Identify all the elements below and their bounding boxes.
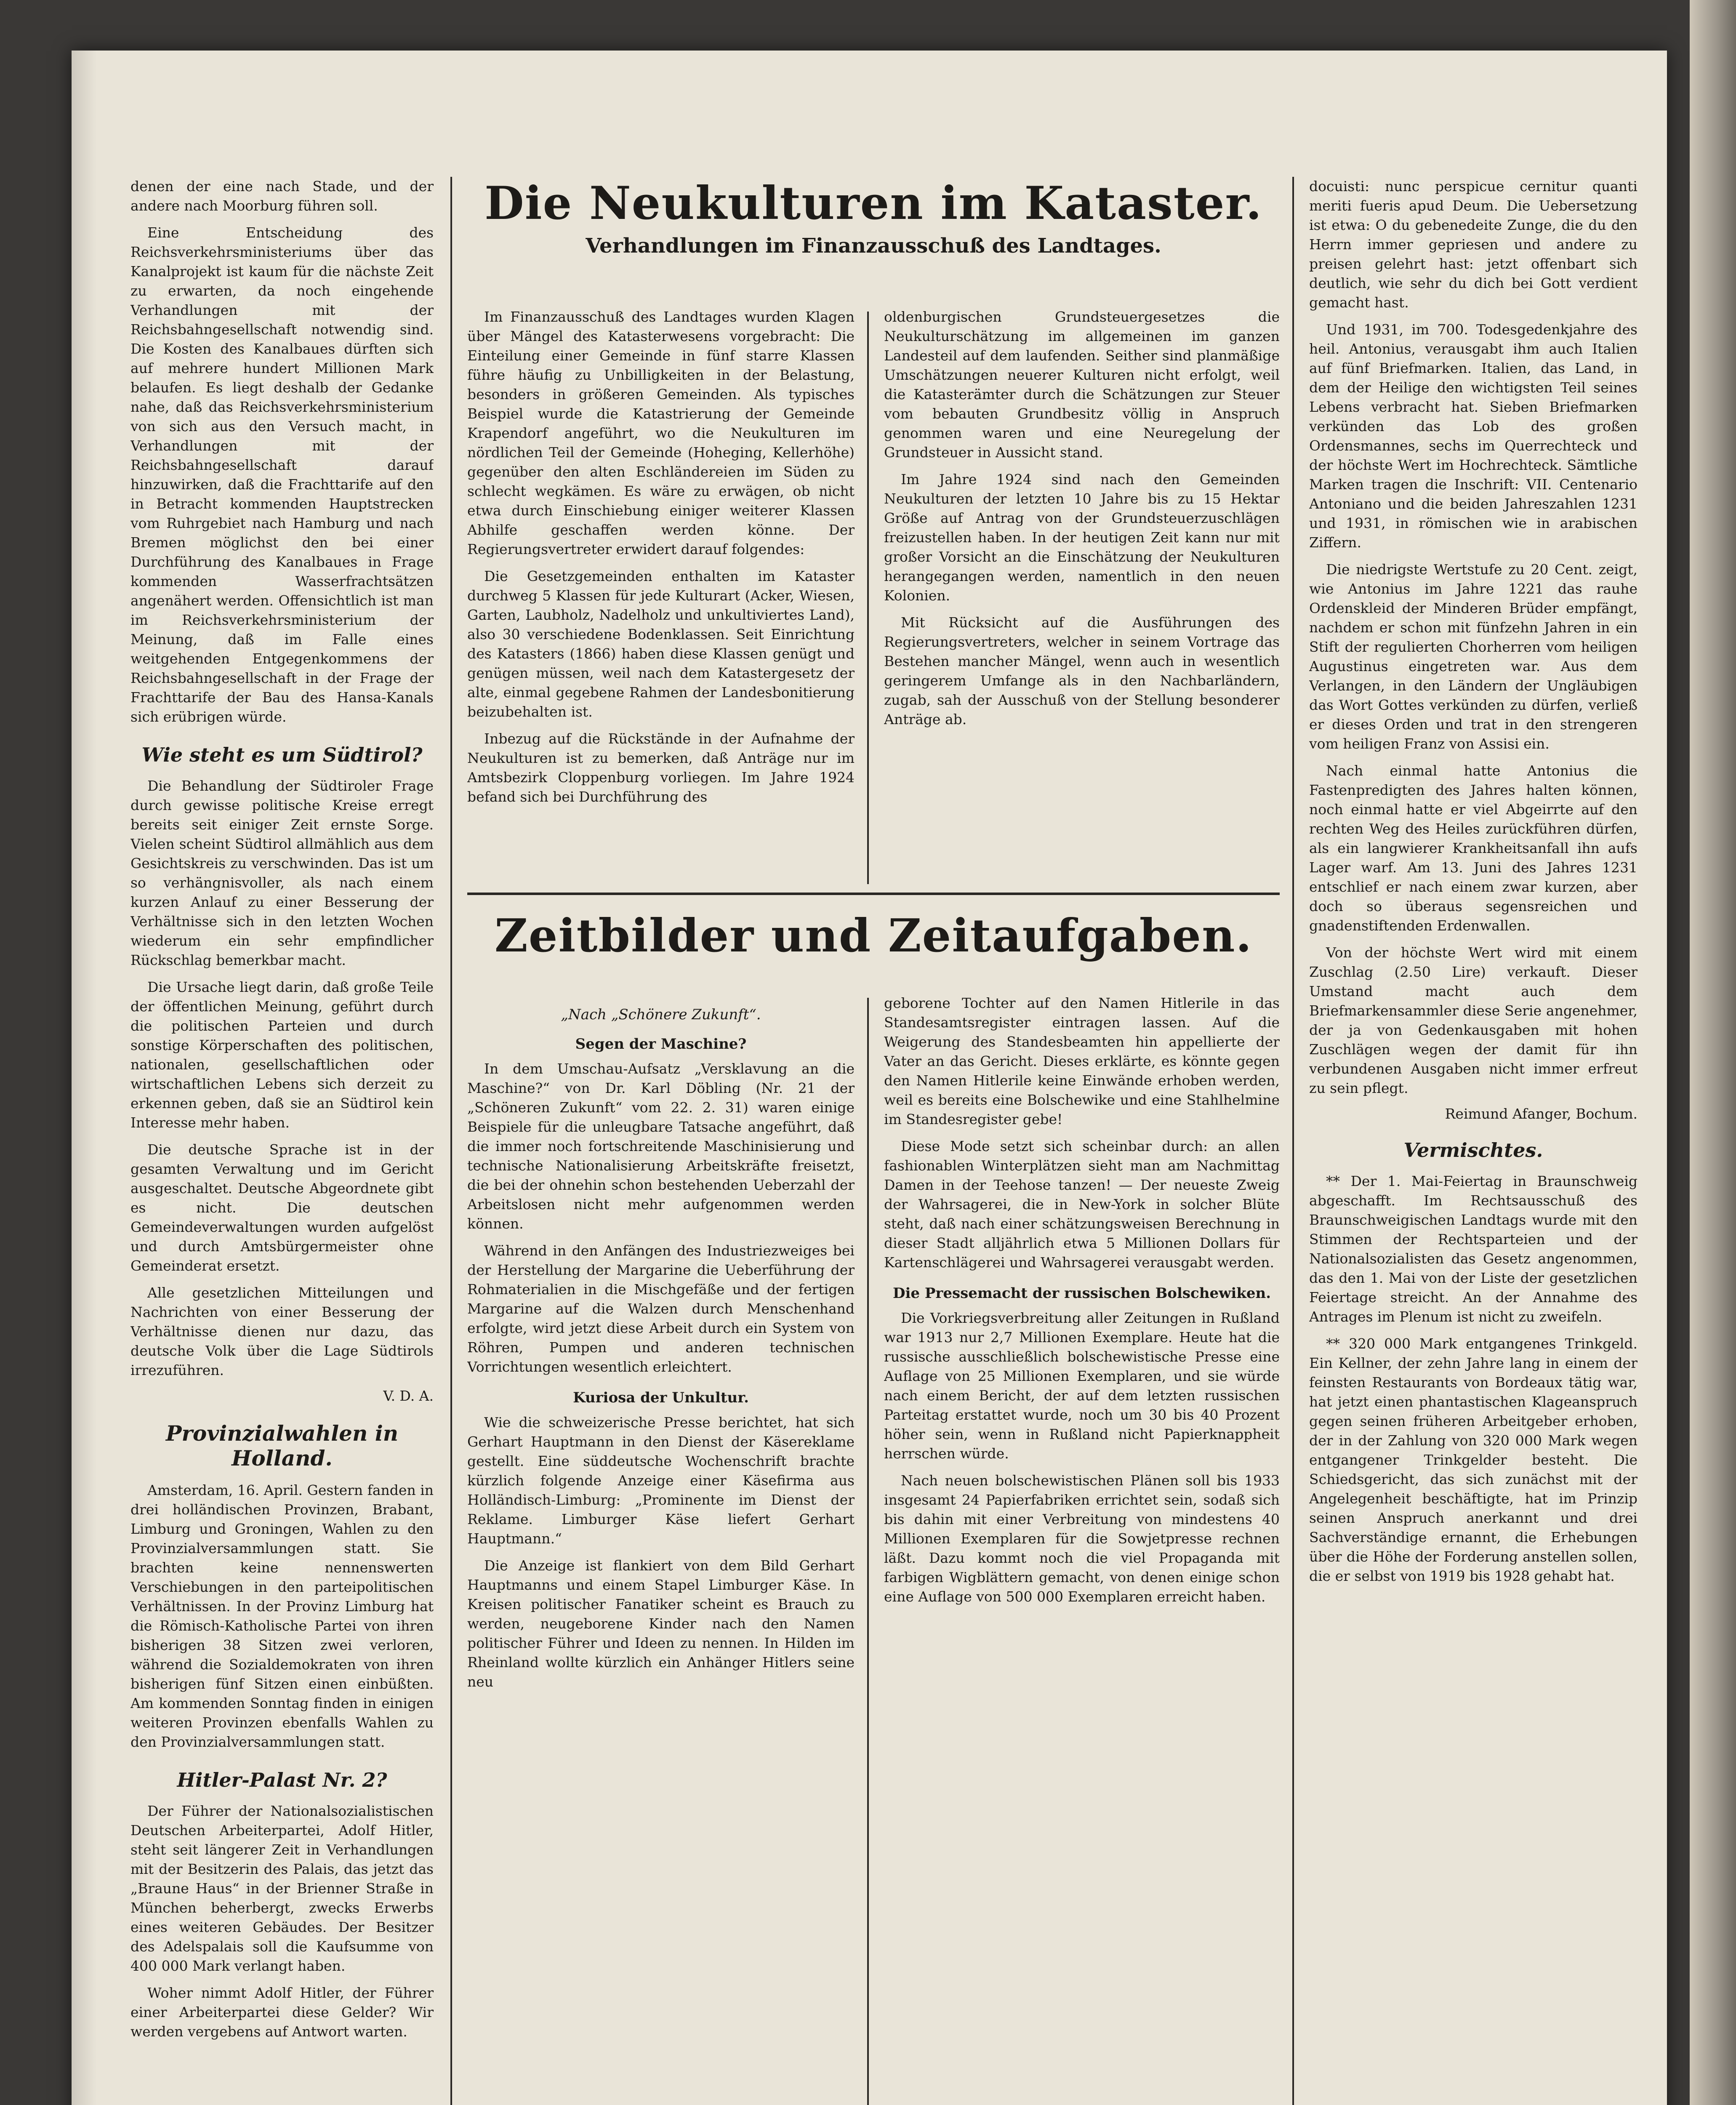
holland-paragraph-1: Amsterdam, 16. April. Gestern fanden in drei holländischen Provinzen, Brabant, Limburg und Groningen, Wahlen zu den Provinzialversammlungen statt. Sie brachten keine nennenswerten Verschiebungen in den parteipolitischen Verhältnissen. In der Provinz Limburg hat die Römisch-Katholische Partei von ihren bisherigen 38 Sitzen zwei verloren, während die Sozialdemokraten von ihren bisherigen fünf Sitzen einen einbüßten. Am kommenden Sonntag finden in einigen weiteren Provinzen ebenfalls Wahlen zu den Provinzialversammlungen statt. <box>130 1482 434 1750</box>
main-right-paragraph-2: Im Jahre 1924 sind nach den Gemeinden Neukulturen der letzten 10 Jahre bis zu 15 Hektar Größe auf Antrag von der Grundsteuerzuschlägen freizustellen haben. In der heutigen Zeit kann nur mit großer Vorsicht an die Einschätzung der Neukulturen herangegangen werden, namentlich in den neuen Kolonien. <box>884 471 1280 604</box>
zeit-right-paragraph-1: geborene Tochter auf den Namen Hitlerile in das Standesamtsregister eintragen lassen. Auf die Weigerung des Standesbeamten hin appellierte der Vater an das Gericht. Dieses erklärte, es könnte gegen den Namen Hitlerile keine Einwände erhoben werden, weil es bereits eine Bolschewike und eine Stahlhelmine im Standesregister gebe! <box>884 995 1280 1127</box>
col4-paragraph-1: docuisti: nunc perspicue cernitur quanti meriti fueris apud Deum. Die Uebersetzung ist etwa: O du gebenedeite Zunge, die du den Herrn immer gepriesen und andere zu preisen gelehrt hast: jetzt offenbart sich deutlich, wie sehr du dich bei Gott verdient gemacht hast. <box>1309 178 1637 311</box>
zeit-subhead-kuriosa: Kuriosa der Unkultur. <box>573 1389 749 1406</box>
col4-paragraph-5: Von der höchste Wert wird mit einem Zuschlag (2.50 Lire) verkauft. Dieser Umstand macht auch dem Briefmarkensammler diese Serie angenehmer, der ja von Gedenkausgaben mit hohen Zuschlägen wegen der damit für ihn verbundenen Ausgaben nicht immer erfreut zu sein pflegt. <box>1309 944 1637 1096</box>
main-right-paragraph-1: oldenburgischen Grundsteuergesetzes die Neukulturschätzung im allgemeinen im ganzen Landesteil auf dem laufenden. Seither sind planmäßige Umschätzungen neuerer Kulturen nicht erfolgt, weil die Katasterämter durch die Schätzungen zur Steuer vom bebauten Grundbesitz völlig in Anspruch genommen waren und eine Neuregelung der Grundsteuer in Aussicht stand. <box>884 309 1280 461</box>
suedtirol-signature: V. D. A. <box>383 1388 434 1404</box>
zeit-kuriosa-paragraph-1: Wie die schweizerische Presse berichtet, hat sich Gerhart Hauptmann in den Dienst der Käsereklame gestellt. Eine süddeutsche Wochenschrift brachte kürzlich folgende Anzeige einer Käsefirma aus Holländisch-Limburg: „Prominente im Dienst der Reklame. Limburger Käse liefert Gerhart Hauptmann.“ <box>467 1414 855 1547</box>
suedtirol-paragraph-3: Die deutsche Sprache ist in der gesamten Verwaltung und im Gericht ausgeschaltet. Deutsche Abgeordnete gibt es nicht. Die deutschen Gemeindeverwaltungen wurden aufgelöst und durch Amtsbürgermeister ohne Gemeinderat ersetzt. <box>130 1141 434 1274</box>
vermischtes-paragraph-2: ** 320 000 Mark entgangenes Trinkgeld. Ein Kellner, der zehn Jahre lang in einem der feinsten Restaurants von Bordeaux tätig war, hat jetzt einen phantastischen Klageanspruch gegen seinen früheren Arbeitgeber erhoben, der in der Zahlung von 320 000 Mark wegen entgangener Trinkgelder besteht. Die Schiedsgericht, das sich zunächst mit der Angelegenheit beschäftigte, hat im Prinzip seinen Anspruch anerkannt und drei Sachverständige ernannt, die Erhebungen über die Höhe der Forderung anstellen sollen, die er selbst von 1919 bis 1928 gehabt hat. <box>1309 1335 1637 1584</box>
column-rule-main <box>867 312 869 884</box>
main-left-paragraph-2: Die Gesetzgemeinden enthalten im Kataster durchweg 5 Klassen für jede Kulturart (Acker, Wiesen, Garten, Laubholz, Nadelholz und unkultiviertes Land), also 30 verschiedene Bodenklassen. Seit Einrichtung des Katasters (1866) haben diese Klassen genügt und genügen müssen, weil nach dem Katastergesetz der alte, einmal gegebene Rahmen der Landesbonitierung beizubehalten ist. <box>467 568 855 720</box>
zeit-source: „Nach „Schönere Zukunft“. <box>561 1006 761 1023</box>
col4-paragraph-3: Die niedrigste Wertstufe zu 20 Cent. zeigt, wie Antonius im Jahre 1221 das rauhe Ordenskleid der Minderen Brüder empfängt, nachdem er schon mit fünfzehn Jahren in ein Stift der regulierten Chorherren vom heiligen Augustinus eingetreten war. Aus dem Verlangen, in den Ländern der Ungläubigen das Wort Gottes verkünden zu dürfen, verließ er dieses Orden und trat in den strengeren vom heiligen Franz von Assisi ein. <box>1309 561 1637 752</box>
newspaper-page <box>72 51 1667 2105</box>
section-rule-zeit <box>467 893 1280 895</box>
hitler-paragraph-1: Der Führer der Nationalsozialistischen Deutschen Arbeiterpartei, Adolf Hitler, steht seit längerer Zeit in Verhandlungen mit der Besitzerin des Palais, das jetzt das „Braune Haus“ in der Brienner Straße in München beherbergt, zwecks Erwerbs eines weiteren Gebäudes. Der Besitzer des Adelspalais soll die Kaufsumme von 400 000 Mark verlangt haben. <box>130 1803 434 1974</box>
zeit-presse-paragraph-1: Die Vorkriegsverbreitung aller Zeitungen in Rußland war 1913 nur 2,7 Millionen Exemplare. Heute hat die russische ausschließlich bolschewistische Presse eine Auflage von 25 Millionen Exemplaren, und sie würde nach einem Bericht, der auf dem letzten russischen Parteitag erstattet wurde, noch um 30 bis 40 Prozent höher sein, wenn in Rußland nicht Papierknappheit herrschen würde. <box>884 1310 1280 1462</box>
zeit-kuriosa-paragraph-2: Die Anzeige ist flankiert von dem Bild Gerhart Hauptmanns und einem Stapel Limburger Käse. In Kreisen politischer Fanatiker scheint es Brauch zu werden, neugeborene Kinder nach den Namen politischer Führer und Ideen zu nennen. In Hilden im Rheinland wollte kürzlich ein Anhänger Hitlers seine neu <box>467 1557 855 1690</box>
zeit-left <box>467 994 855 2105</box>
intro-paragraph-1: denen der eine nach Stade, und der andere nach Moorburg führen soll. <box>130 178 434 214</box>
main-left-paragraph-1: Im Finanzausschuß des Landtages wurden Klagen über Mängel des Katasterwesens vorgebracht: Die Einteilung einer Gemeinde in fünf starre Klassen führe häufig zu Unbilligkeiten in der Belastung, besonders in größeren Gemeinden. Als typisches Beispiel wurde die Katastrierung der Gemeinde Krapendorf angeführt, wo die Neukulturen im nördlichen Teil der Gemeinde (Hoheging, Kellerhöhe) gegenüber den alten Eschländereien im Süden zu schlecht wegkämen. Es wäre zu erwägen, ob nicht etwa durch Einschiebung einiger weiterer Klassen Abhilfe geschaffen werden könne. Der Regierungsvertreter erwidert darauf folgendes: <box>467 309 855 557</box>
zeit-subhead-presse: Die Pressemacht der russischen Bolschewiken. <box>892 1285 1271 1302</box>
zeit-title: Zeitbilder und Zeitaufgaben. <box>494 909 1253 962</box>
col4-paragraph-4: Nach einmal hatte Antonius die Fastenpredigten des Jahres halten können, noch einmal hatte er viel Abgeirrte auf den rechten Weg des Heiles zurückführen dürfen, als ein langwierer Krankheitsanfall ihn aufs Lager warf. Am 13. Juni des Jahres 1231 entschlief er nach einem zwar kurzen, aber doch so überaus segensreichen und gnadenstiftenden Erdenwallen. <box>1309 762 1637 934</box>
zeit-right-paragraph-2: Diese Mode setzt sich scheinbar durch: an allen fashionablen Winterplätzen sieht man am Nachmittag Damen in der Teehose tanzen! — Der neueste Zweig der Wahrsagerei, die in New-York in solcher Blüte steht, daß nach einer schätzungsweisen Berechnung in dieser Stadt alljährlich etwa 5 Millionen Dollars für Kartenschlägerei und Wahrsagerei verausgabt werden. <box>884 1138 1280 1271</box>
main-article-title: Die Neukulturen im Kataster. <box>484 177 1263 230</box>
col4-signature: Reimund Afanger, Bochum. <box>1445 1106 1637 1122</box>
adjacent-page-edge <box>1690 0 1736 2105</box>
intro-paragraph-2: Eine Entscheidung des Reichsverkehrsministeriums über das Kanalprojekt ist kaum für die nächste Zeit zu erwarten, da noch eingehende Verhandlungen mit der Reichsbahngesellschaft notwendig sind. Die Kosten des Kanalbaues dürften sich auf mehrere hundert Millionen Mark belaufen. Es liegt deshalb der Gedanke nahe, daß das Reichsverkehrsministerium von sich aus den Versuch macht, in Verhandlungen mit der Reichsbahngesellschaft darauf hinzuwirken, daß die Frachttarife auf den in Betracht kommenden Hauptstrecken vom Ruhrgebiet nach Hamburg und nach Bremen möglichst den bei einer Durchführung des Kanalbaues in Frage kommenden Wasserfrachtsätzen angenähert werden. Offensichtlich ist man im Reichsverkehrsministerium der Meinung, daß im Falle eines weitgehenden Entgegenkommens der Reichsbahngesellschaft in der Frage der Frachttarife der Bau des Hansa-Kanals sich erübrigen würde. <box>130 224 434 725</box>
hitler-paragraph-2: Woher nimmt Adolf Hitler, der Führer einer Arbeiterpartei diese Gelder? Wir werden vergebens auf Antwort warten. <box>130 1985 434 2040</box>
zeit-maschine-paragraph-2: Während in den Anfängen des Industriezweiges bei der Herstellung der Margarine die Ueberführung der Rohmaterialien in die Mischgefäße und der fertigen Margarine auf die Walzen durch Menschenhand erfolgte, wird jetzt diese Arbeit durch ein System von Röhren, Pumpen und anderen technischen Vorrichtungen wesentlich erleichtert. <box>467 1242 855 1375</box>
column-1 <box>130 177 434 2105</box>
main-left-paragraph-3: Inbezug auf die Rückstände in der Aufnahme der Neukulturen ist zu bemerken, daß Anträge nur im Amtsbezirk Cloppenburg vorliegen. Im Jahre 1924 befand sich bei Durchführung des <box>467 730 855 805</box>
suedtirol-headline: Wie steht es um Südtirol? <box>141 743 423 766</box>
suedtirol-paragraph-4: Alle gesetzlichen Mitteilungen und Nachrichten von einer Besserung der Verhältnisse dienen nur dazu, das deutsche Volk über die Lage Südtirols irrezuführen. <box>130 1284 434 1378</box>
column-4 <box>1309 177 1637 2105</box>
page-fold-shadow <box>72 51 97 2105</box>
zeit-right <box>884 994 1280 2105</box>
vermischtes-paragraph-1: ** Der 1. Mai-Feiertag in Braunschweig abgeschafft. Im Rechtsausschuß des Braunschweigischen Landtags wurde mit den Stimmen der Rechtsparteien und der Nationalsozialisten das Gesetz angenommen, das den 1. Mai von der Liste der gesetzlichen Feiertage streicht. An der Annahme des Antrages im Plenum ist nicht zu zweifeln. <box>1309 1173 1637 1325</box>
zeit-subhead-maschine: Segen der Maschine? <box>575 1036 747 1052</box>
main-right-paragraph-3: Mit Rücksicht auf die Ausführungen des Regierungsvertreters, welcher in seinem Vortrage das Bestehen mancher Mängel, wenn auch in wesentlich geringerem Umfange als in den Nachbarländern, zugab, sah der Ausschuß von der Stellung besonderer Anträge ab. <box>884 614 1280 727</box>
main-article-header <box>467 177 1280 303</box>
column-rule-3 <box>1292 177 1294 2105</box>
holland-headline: Provinzialwahlen in Holland. <box>165 1421 399 1471</box>
main-article-left <box>467 307 855 884</box>
main-article-subtitle: Verhandlungen im Finanzausschuß des Landtages. <box>586 234 1161 258</box>
vermischtes-headline: Vermischtes. <box>1403 1139 1543 1162</box>
zeit-header <box>467 909 1280 994</box>
suedtirol-paragraph-2: Die Ursache liegt darin, daß große Teile der öffentlichen Meinung, geführt durch die politischen Parteien und durch sonstige Körperschaften des politischen, nationalen, gesellschaftlichen oder wirtschaftlichen Lebens sich derzeit zu erkennen geben, daß sie an Südtirol kein Interesse mehr haben. <box>130 979 434 1131</box>
zeit-presse-paragraph-2: Nach neuen bolschewistischen Plänen soll bis 1933 insgesamt 24 Papierfabriken errichtet sein, sodaß sich bis dahin mit einer Verbreitung von mindestens 40 Millionen Exemplaren für die Sowjetpresse rechnen läßt. Dazu kommt noch die viel Propaganda mit farbigen Wigblättern gemacht, von denen einige schon eine Auflage von 500 000 Exemplaren erreicht haben. <box>884 1472 1280 1605</box>
column-rule-1 <box>450 177 452 2105</box>
main-article-right <box>884 307 1280 884</box>
col4-paragraph-2: Und 1931, im 700. Todesgedenkjahre des heil. Antonius, verausgabt ihm auch Italien auf fünf Briefmarken. Italien, das Land, in dem der Heilige den wichtigsten Teil seines Lebens verbracht hat. Sieben Briefmarken verkünden das Lob des großen Ordensmannes, sechs im Querrechteck und der höchste Wert im Hochrechteck. Sämtliche Marken tragen die Inschrift: VII. Centenario Antoniano und die beiden Jahreszahlen 1231 und 1931, in römischen wie in arabischen Ziffern. <box>1309 321 1637 551</box>
column-rule-zeit <box>867 998 869 2105</box>
hitler-headline: Hitler-Palast Nr. 2? <box>177 1769 387 1791</box>
suedtirol-paragraph-1: Die Behandlung der Südtiroler Frage durch gewisse politische Kreise erregt bereits seit einiger Zeit ernste Sorge. Vielen scheint Südtirol allmählich aus dem Gesichtskreis zu verschwinden. Das ist um so verhängnisvoller, als nach einem kurzen Anlauf zu einer Besserung der Verhältnisse sich in den letzten Wochen wiederum ein sehr empfindlicher Rückschlag bemerkbar macht. <box>130 778 434 968</box>
zeit-maschine-paragraph-1: In dem Umschau-Aufsatz „Versklavung an die Maschine?“ von Dr. Karl Döbling (Nr. 21 der „Schöneren Zukunft“ vom 22. 2. 31) waren einige Beispiele für die unleugbare Tatsache angeführt, daß die immer noch fortschreitende Maschinisierung und technische Nationalisierung Arbeitskräfte freisetzt, die bei der ohnehin schon bestehenden Ueberzahl der Arbeitslosen nicht mehr aufgenommen werden können. <box>467 1060 855 1232</box>
